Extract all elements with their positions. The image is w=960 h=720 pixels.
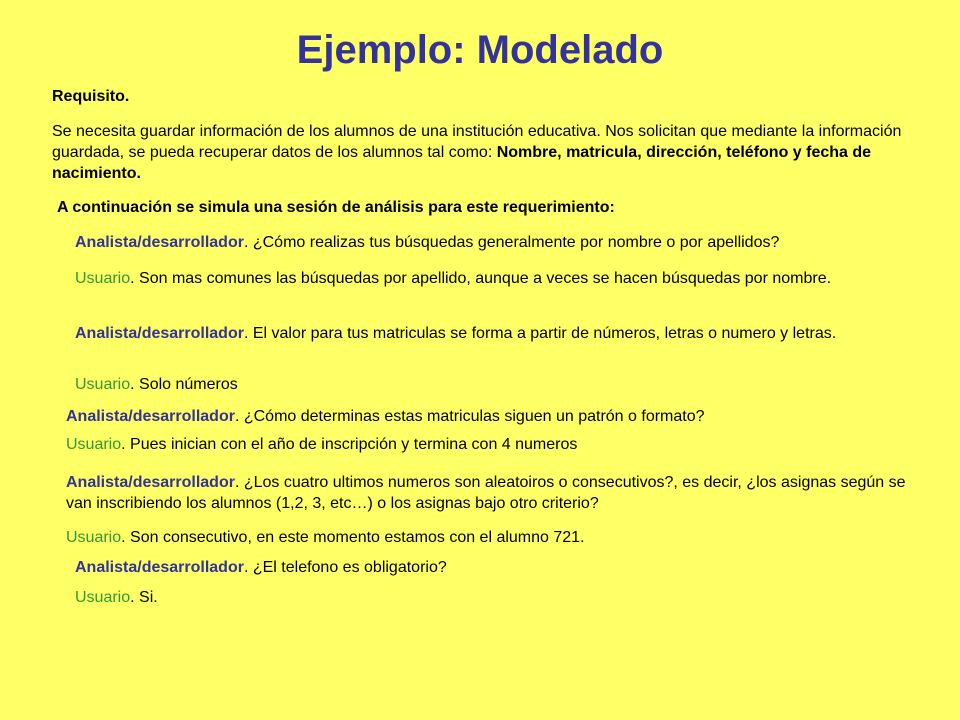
slide-title: Ejemplo: Modelado: [296, 28, 664, 72]
dialogue-text: . Si.: [130, 589, 158, 606]
speaker-user: Usuario: [66, 436, 122, 453]
dialogue-turn-user: [66, 434, 916, 455]
dialogue-text: . ¿El telefono es obligatorio?: [243, 559, 447, 576]
dialogue-text: . ¿Los cuatro ultimos numeros son aleatoiros o consecutivos?, es decir, ¿los asignas según se van inscribiendo los alumnos (1,2, 3, etc…) o los asignas bajo otro criterio?: [66, 474, 906, 512]
speaker-analyst: Analista/desarrollador: [75, 234, 244, 251]
dialogue-text: . El valor para tus matriculas se forma a partir de números, letras o numero y letras.: [243, 325, 837, 342]
dialogue-turn-user: [75, 374, 925, 395]
speaker-user: Usuario: [75, 376, 131, 393]
dialogue-turn-analyst: [75, 557, 925, 578]
speaker-user: Usuario: [75, 270, 131, 287]
requirement-body: Se necesita guardar información de los alumnos de una institución educativa. Nos solicitan que mediante la información guardada, se pueda recuperar datos de los alumnos tal como:: [52, 123, 902, 161]
requirement-fields: Nombre, matricula, dirección, teléfono y fecha de nacimiento.: [52, 144, 872, 182]
dialogue-text: . Solo números: [130, 376, 238, 393]
requirement-label: Requisito.: [52, 88, 130, 105]
dialogue-turn-user: [75, 268, 925, 289]
dialogue-turn-user: [75, 587, 925, 608]
dialogue-turn-analyst: [75, 323, 925, 344]
dialogue-text: . ¿Cómo determinas estas matriculas siguen un patrón o formato?: [234, 408, 705, 425]
dialogue-text: . Son consecutivo, en este momento estamos con el alumno 721.: [121, 529, 585, 546]
dialogue-turn-user: [66, 527, 916, 548]
speaker-analyst: Analista/desarrollador: [75, 325, 244, 342]
analysis-intro: A continuación se simula una sesión de análisis para este requerimiento:: [57, 199, 615, 216]
dialogue-turn-analyst: [66, 406, 916, 427]
requirement-text: [52, 121, 932, 184]
dialogue-text: . Pues inician con el año de inscripción y termina con 4 numeros: [121, 436, 578, 453]
speaker-user: Usuario: [75, 589, 131, 606]
speaker-user: Usuario: [66, 529, 122, 546]
dialogue-turn-analyst: [75, 232, 925, 253]
speaker-analyst: Analista/desarrollador: [66, 408, 235, 425]
dialogue-text: . Son mas comunes las búsquedas por apellido, aunque a veces se hacen búsquedas por nombre.: [130, 270, 832, 287]
dialogue-turn-analyst: [66, 472, 916, 514]
speaker-analyst: Analista/desarrollador: [66, 474, 235, 491]
dialogue-text: . ¿Cómo realizas tus búsquedas generalmente por nombre o por apellidos?: [243, 234, 780, 251]
speaker-analyst: Analista/desarrollador: [75, 559, 244, 576]
